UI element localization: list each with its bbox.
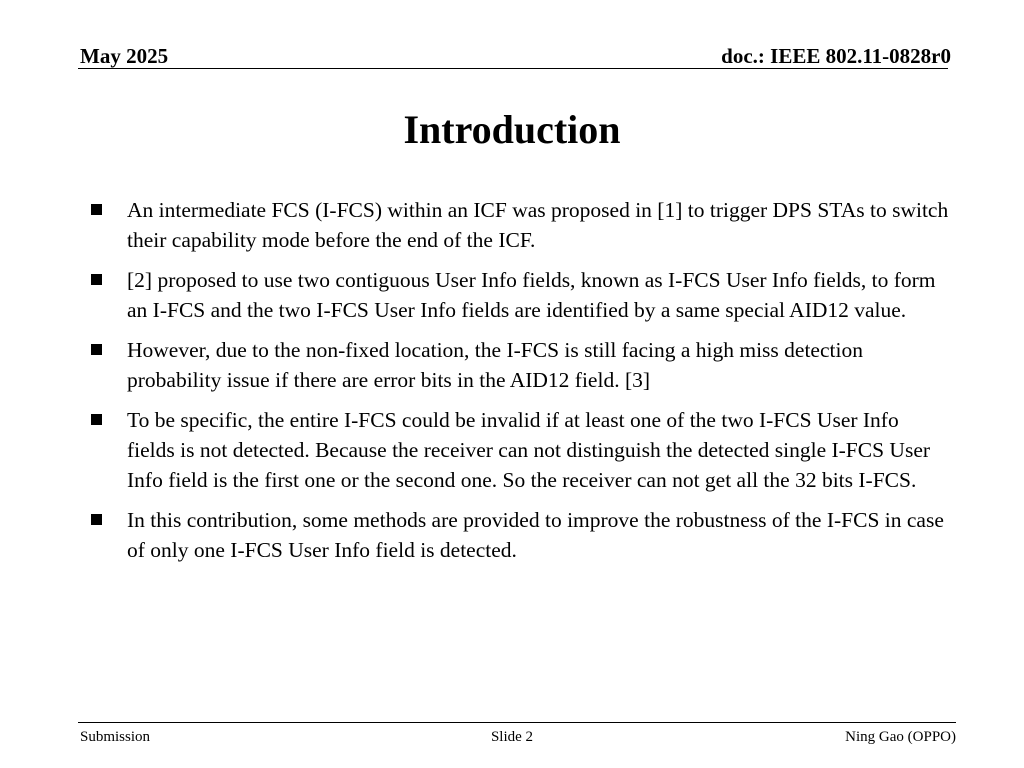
bullet-text: An intermediate FCS (I-FCS) within an ICF was proposed in [1] to trigger DPS STAs to switch their capability mode before the end of the ICF. (127, 198, 949, 252)
bullet-list (90, 195, 950, 575)
square-bullet-icon (91, 414, 102, 425)
bullet-text: To be specific, the entire I-FCS could be invalid if at least one of the two I-FCS User Info fields is not detected. Because the receiver can not distinguish the detected single I-FCS User Info field is the first one or the second one. So the receiver can not get all the 32 bits I-FCS. (127, 408, 931, 492)
square-bullet-icon (91, 344, 102, 355)
bullet-item (90, 195, 950, 255)
slide-title: Introduction (403, 107, 621, 152)
bullet-text: [2] proposed to use two contiguous User Info fields, known as I-FCS User Info fields, to form an I-FCS and the two I-FCS User Info fields are identified by a same special AID12 value. (127, 268, 936, 322)
square-bullet-icon (91, 274, 102, 285)
footer-slide-number: Slide 2 (490, 729, 534, 745)
bullet-item (90, 265, 950, 325)
footer-divider (78, 722, 956, 723)
header-date: May 2025 (80, 44, 169, 68)
bullet-item (90, 505, 950, 565)
footer-author: Ning Gao (OPPO) (845, 729, 956, 745)
bullet-text: In this contribution, some methods are provided to improve the robustness of the I-FCS in case of only one I-FCS User Info field is detected. (127, 508, 944, 562)
bullet-item (90, 405, 950, 495)
header-doc-id: doc.: IEEE 802.11-0828r0 (721, 44, 951, 68)
square-bullet-icon (91, 514, 102, 525)
bullet-text: However, due to the non-fixed location, the I-FCS is still facing a high miss detection probability issue if there are error bits in the AID12 field. [3] (127, 338, 863, 392)
footer-submission: Submission (80, 729, 151, 745)
bullet-item (90, 335, 950, 395)
square-bullet-icon (91, 204, 102, 215)
header-divider (78, 68, 948, 69)
